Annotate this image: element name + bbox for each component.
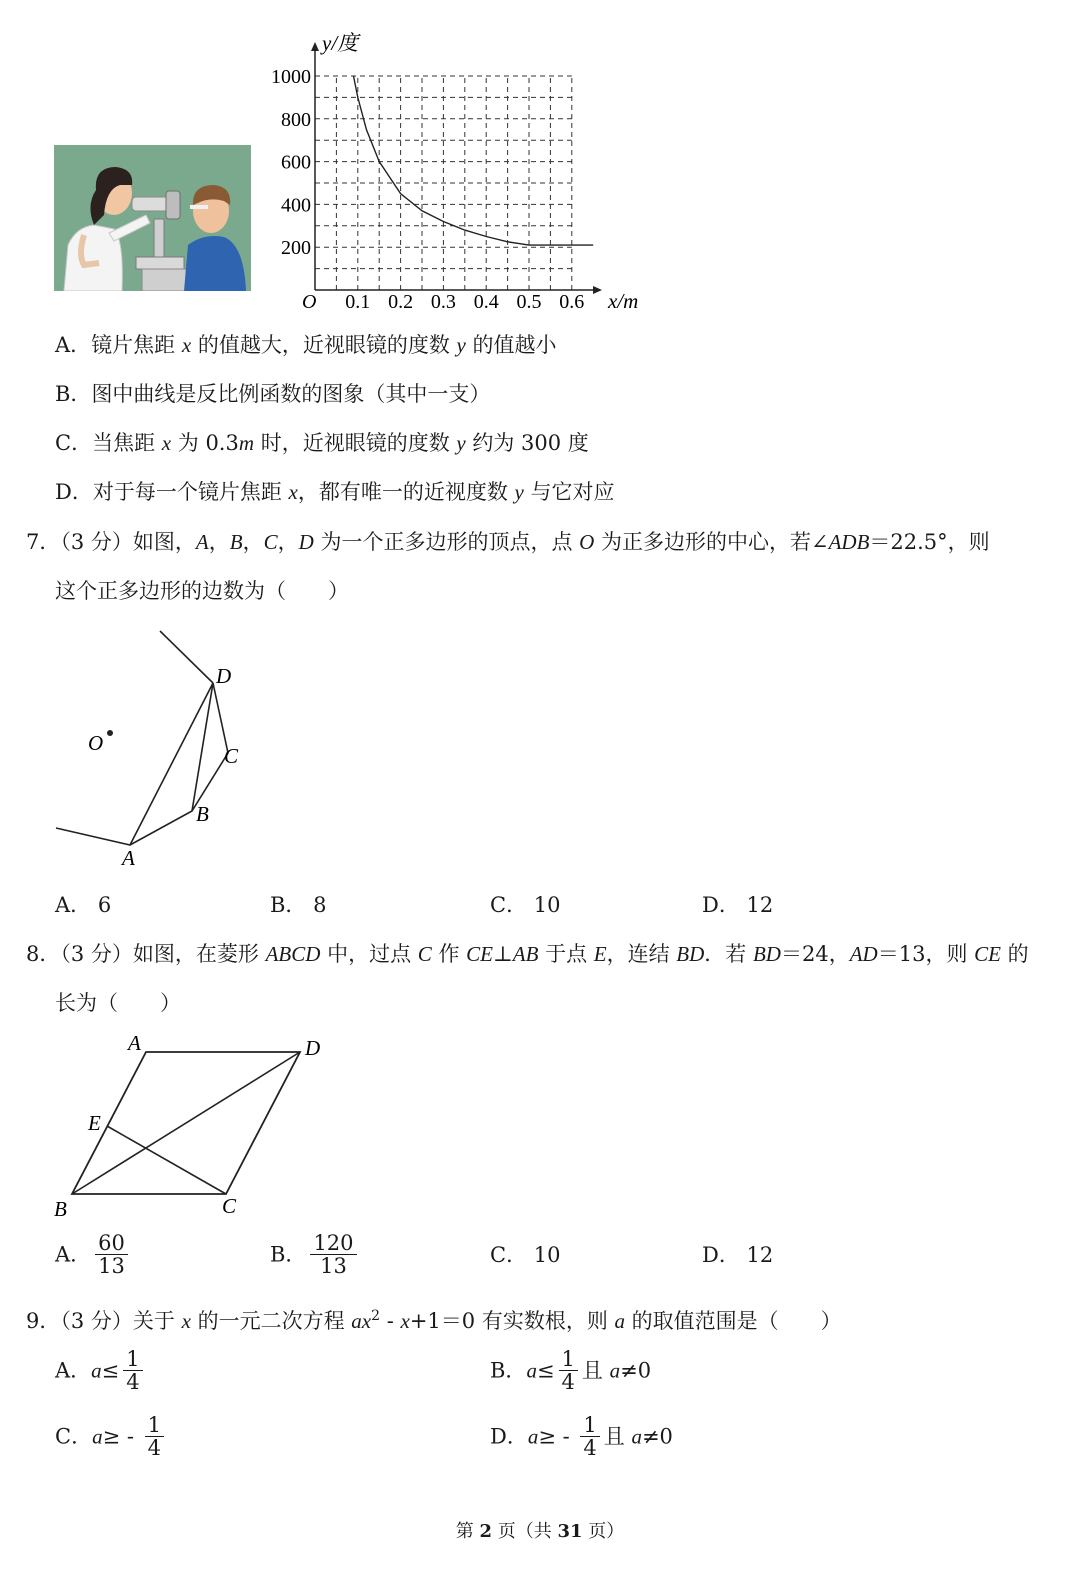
q6-option-d: D．对于每一个镜片焦距 x，都有唯一的近视度数 y 与它对应 xyxy=(55,480,615,504)
chart-grid xyxy=(315,76,572,290)
label-b: B xyxy=(196,802,209,826)
x-tick-label: 0.1 xyxy=(345,291,371,313)
q9-option-d: D．a≥ - $\frac{1}{4}$ 且 a≠0 xyxy=(490,1413,673,1460)
y-tick-label: 1000 xyxy=(271,66,311,88)
label-c: C xyxy=(224,744,239,768)
chart-curve-series xyxy=(354,76,594,245)
eye-exam-illustration xyxy=(54,145,251,291)
x-tick-label: 0.4 xyxy=(473,291,499,313)
q9-stem: 9．（3 分）关于 x 的一元二次方程 $ax^2 - x+1=0$ 有实数根，则 a 的取值范围是（ ） xyxy=(26,1308,842,1333)
q6-option-c: C．当焦距 x 为 0.3m 时，近视眼镜的度数 y 约为 300 度 xyxy=(55,431,589,455)
q8-stem-line2: 长为（ ） xyxy=(55,991,181,1015)
q9-option-a: A．a≤ $\frac{1}{4}$ xyxy=(55,1348,147,1393)
label-d: D xyxy=(305,1036,321,1060)
q8-option-a: A． $\frac{60}{13}$ xyxy=(55,1232,132,1277)
q6-option-a: A．镜片焦距 x 的值越大，近视眼镜的度数 y 的值越小 xyxy=(55,333,557,357)
y-axis-arrow xyxy=(311,42,319,51)
label-c: C xyxy=(222,1194,237,1218)
q7-option-d: D． 12 xyxy=(702,893,774,917)
q9-option-c: C．a≥ - $\frac{1}{4}$ xyxy=(55,1414,168,1459)
y-tick-label: 600 xyxy=(281,151,311,174)
center-point xyxy=(107,730,113,736)
q8-option-b: B． $\frac{120}{13}$ xyxy=(270,1232,361,1277)
label-d: D xyxy=(216,664,232,688)
q7-polygon-figure xyxy=(50,625,260,875)
x-tick-label: 0.5 xyxy=(516,291,542,313)
q8-rhombus-figure xyxy=(50,1030,340,1225)
label-e: E xyxy=(88,1111,101,1135)
q9-option-b: B．a≤ $\frac{1}{4}$ 且 a≠0 xyxy=(490,1347,652,1394)
q8-stem: 8．（3 分）如图，在菱形 ABCD 中，过点 C 作 CE⊥AB 于点 E，连结 BD．若 BD＝24，AD＝13，则 CE 的 xyxy=(26,942,1029,966)
label-a: A xyxy=(128,1031,141,1055)
polygon-edge-d-upper xyxy=(160,631,213,683)
focal-length-degree-chart xyxy=(250,28,670,318)
q7-stem: 7．（3 分）如图，A，B，C，D 为一个正多边形的顶点，点 O 为正多边形的中心，若∠ADB＝22.5°，则 xyxy=(26,530,990,554)
x-axis-arrow xyxy=(593,286,602,294)
page-footer: 第 2 页（共 31 页） xyxy=(455,1521,625,1542)
q7-option-a: A． 6 xyxy=(55,893,112,917)
q8-option-c: C． 10 xyxy=(490,1243,561,1267)
y-tick-label: 200 xyxy=(281,237,311,260)
label-o: O xyxy=(88,731,104,755)
x-tick-label: 0.6 xyxy=(559,291,585,313)
y-axis-label: y/度 xyxy=(322,31,359,55)
q6-option-b: B．图中曲线是反比例函数的图象（其中一支） xyxy=(55,382,491,406)
q8-option-d: D． 12 xyxy=(702,1243,774,1267)
origin-label: O xyxy=(302,291,317,313)
diagonal-bd xyxy=(72,1052,300,1194)
x-axis-label: x/m xyxy=(608,289,639,313)
segment-ce xyxy=(107,1126,226,1194)
x-tick-label: 0.2 xyxy=(388,291,414,313)
q7-stem-line2: 这个正多边形的边数为（ ） xyxy=(55,579,349,603)
x-tick-label: 0.3 xyxy=(430,291,456,313)
q7-option-c: C． 10 xyxy=(490,893,561,917)
chart-tick-labels xyxy=(271,66,584,313)
label-b: B xyxy=(54,1197,67,1221)
y-tick-label: 400 xyxy=(281,194,311,217)
y-tick-label: 800 xyxy=(281,108,311,131)
label-a: A xyxy=(122,846,135,870)
q7-option-b: B． 8 xyxy=(270,893,327,917)
